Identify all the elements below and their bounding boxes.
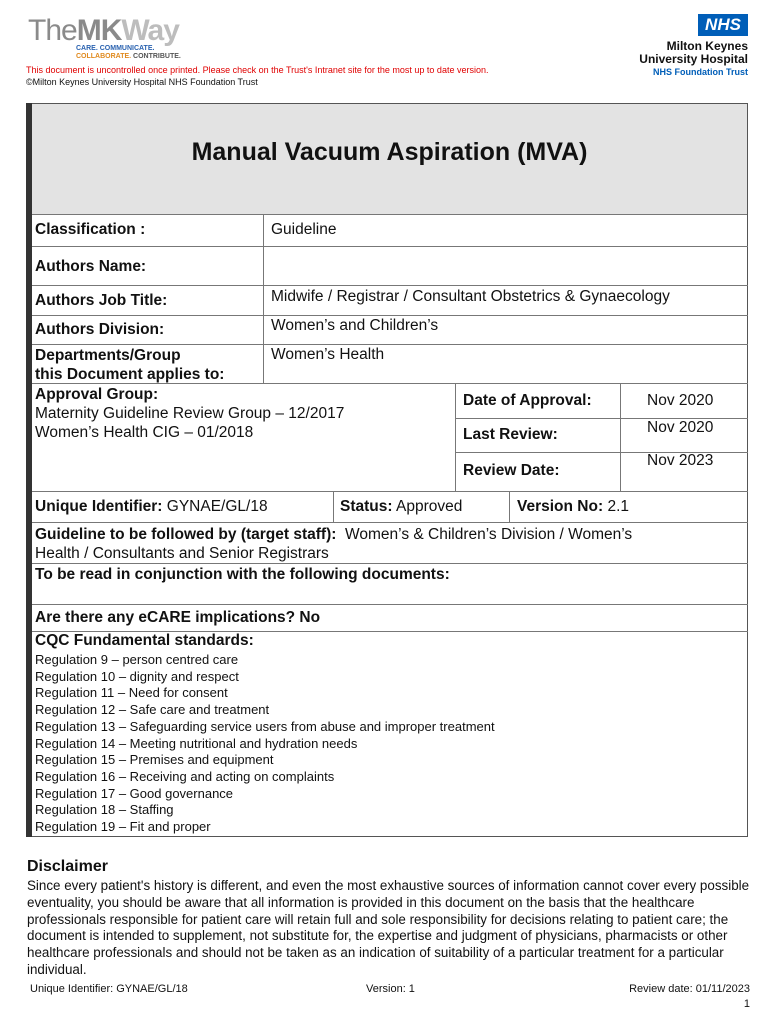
list-item: Regulation 12 – Safe care and treatment — [35, 702, 270, 718]
copyright-notice: ©Milton Keynes University Hospital NHS Foundation Trust — [26, 77, 258, 87]
list-item: Regulation 14 – Meeting nutritional and hydration needs — [35, 735, 358, 751]
authors-division-value: Women’s and Children’s — [271, 317, 439, 334]
review-date-label: Review Date: — [463, 462, 560, 479]
departments-label: Departments/Group this Document applies to: — [35, 347, 225, 383]
column-divider — [263, 214, 264, 383]
last-review-value: Nov 2020 — [647, 419, 714, 436]
list-item: Regulation 15 – Premises and equipment — [35, 752, 274, 768]
unique-identifier: Unique Identifier: GYNAE/GL/18 — [35, 498, 268, 515]
list-item: Regulation 18 – Staffing — [35, 802, 174, 818]
row-divider — [32, 604, 748, 605]
disclaimer-text: Since every patient's history is different, and even the most exhaustive sources of information cannot cover every possible eventuality, you should be aware that all information is provided in this document on the basis that the healthcare professionals responsible for patient care will retain full and sole responsibility for decisions relating to patient care; the document is intended to supplement, not substitute for, the expertise and judgment of physicians, pharmacists or other healthcare professionals and should not be taken as an indication of suitability of a particular treatment for a particular individual. — [27, 878, 750, 977]
row-divider — [32, 522, 748, 523]
row-divider — [32, 246, 748, 247]
ecare-implications: Are there any eCARE implications? No — [35, 609, 321, 626]
footer-version: Version: 1 — [366, 983, 415, 995]
list-item: Regulation 11 – Need for consent — [35, 685, 228, 701]
page-number: 1 — [743, 998, 750, 1010]
date-of-approval-value: Nov 2020 — [647, 392, 714, 409]
column-divider — [333, 491, 334, 522]
row-divider — [32, 491, 748, 492]
row-divider — [32, 563, 748, 564]
nhs-logo: NHS — [698, 14, 748, 36]
uncontrolled-notice: This document is uncontrolled once printed. Please check on the Trust's Intranet site for the most up to date version. — [26, 65, 489, 75]
document-title: Manual Vacuum Aspiration (MVA) — [191, 138, 588, 166]
trust-name: Milton Keynes University Hospital — [639, 39, 748, 66]
authors-division-label: Authors Division: — [35, 321, 165, 338]
read-in-conjunction-label: To be read in conjunction with the following documents: — [35, 566, 450, 583]
date-of-approval-label: Date of Approval: — [463, 392, 592, 409]
footer-unique-id: Unique Identifier: GYNAE/GL/18 — [30, 983, 188, 995]
target-staff: Guideline to be followed by (target staff): Women’s & Children’s Division / Women’s Health / Consultants and Senior Registrars — [35, 526, 633, 562]
departments-value: Women’s Health — [271, 346, 385, 363]
list-item: Regulation 13 – Safeguarding service users from abuse and improper treatment — [35, 718, 495, 734]
list-item: Regulation 10 – dignity and respect — [35, 668, 239, 684]
row-divider — [32, 315, 748, 316]
column-divider — [455, 383, 456, 491]
list-item: Regulation 17 – Good governance — [35, 785, 234, 801]
mkway-logo: TheMKWay — [28, 14, 179, 47]
authors-job-title-value: Midwife / Registrar / Consultant Obstetrics & Gynaecology — [271, 288, 670, 305]
regulations-list — [35, 652, 495, 836]
list-item: Regulation 19 – Fit and proper — [35, 819, 211, 835]
authors-job-title-label: Authors Job Title: — [35, 292, 168, 309]
list-item: Regulation 16 – Receiving and acting on complaints — [35, 768, 335, 784]
column-divider — [620, 383, 621, 491]
row-divider — [32, 285, 748, 286]
row-divider — [32, 344, 748, 345]
review-date-value: Nov 2023 — [647, 452, 714, 469]
authors-name-label: Authors Name: — [35, 258, 147, 275]
classification-label: Classification : — [35, 221, 146, 238]
cqc-standards-label: CQC Fundamental standards: — [35, 632, 254, 649]
list-item: Regulation 9 – person centred care — [35, 652, 239, 667]
last-review-label: Last Review: — [463, 426, 558, 443]
classification-value: Guideline — [271, 221, 337, 238]
version-number: Version No: 2.1 — [517, 498, 630, 515]
approval-group: Approval Group: Maternity Guideline Review Group – 12/2017 Women’s Health CIG – 01/2018 — [35, 386, 345, 441]
footer-review-date: Review date: 01/11/2023 — [629, 983, 750, 995]
mkway-tagline: CARE. COMMUNICATE. COLLABORATE. CONTRIBUTE. — [76, 45, 181, 60]
trust-subtitle: NHS Foundation Trust — [653, 67, 748, 77]
status: Status: Approved — [340, 498, 463, 515]
disclaimer-heading: Disclaimer — [27, 858, 108, 875]
column-divider — [509, 491, 510, 522]
